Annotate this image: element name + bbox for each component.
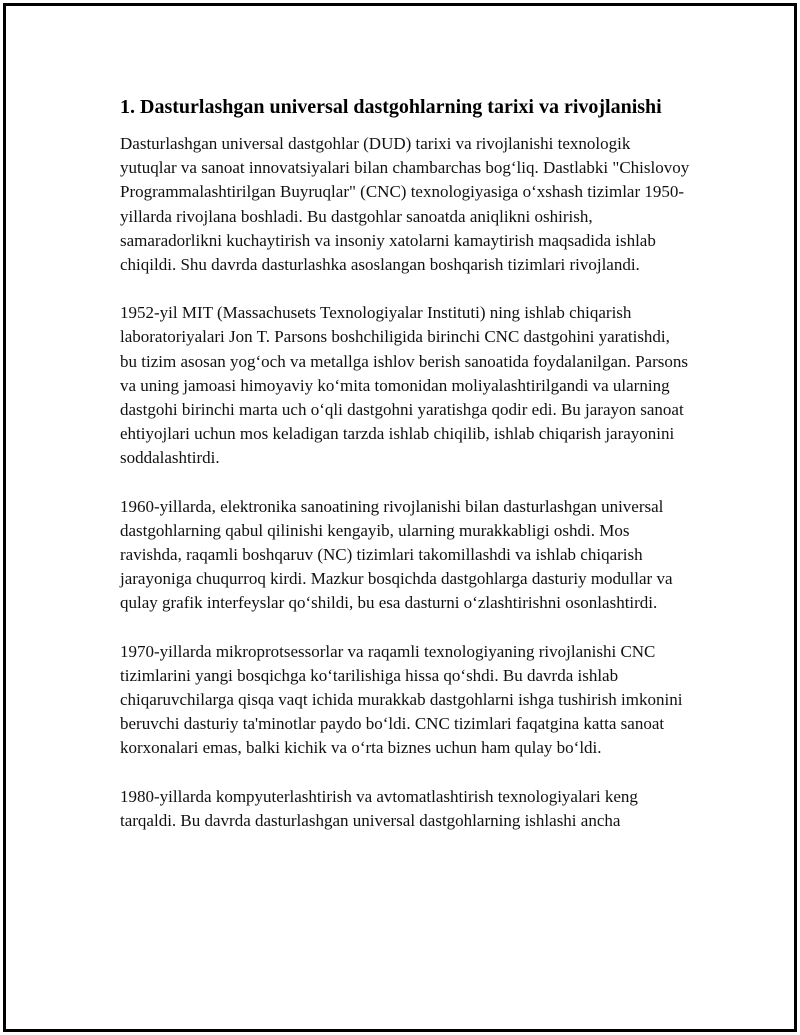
document-body bbox=[120, 94, 690, 857]
paragraph-4: 1970-yillarda mikroprotsessorlar va raqamli texnologiyaning rivojlanishi CNC tizimlarini yangi bosqichga ko‘tarilishiga hissa qo‘shdi. Bu davrda ishlab chiqaruvchilarga qisqa vaqt ichida murakkab dastgohlarni ishga tushirish imkonini beruvchi dasturiy ta'minotlar paydo bo‘ldi. CNC tizimlari faqatgina katta sanoat korxonalari emas, balki kichik va o‘rta biznes uchun ham qulay bo‘ldi. bbox=[120, 641, 683, 758]
document-page bbox=[3, 3, 797, 1032]
paragraph-1: Dasturlashgan universal dastgohlar (DUD) tarixi va rivojlanishi texnologik yutuqlar va sanoat innovatsiyalari bilan chambarchas bog‘liq. Dastlabki "Chislovoy Programmalashtirilgan Buyruqlar" (CNC) texnologiyasiga o‘xshash tizimlar 1950-yillarda rivojlana boshladi. Bu dastgohlar sanoatda aniqlikni oshirish, samaradorlikni kuchaytirish va insoniy xatolarni kamaytirish maqsadida ishlab chiqildi. Shu davrda dasturlashka asoslangan boshqarish tizimlari rivojlandi. bbox=[120, 134, 690, 275]
paragraph-3: 1960-yillarda, elektronika sanoatining rivojlanishi bilan dasturlashgan universal dastgohlarning qabul qilinishi kengayib, ularning murakkabligi oshdi. Mos ravishda, raqamli boshqaruv (NC) tizimlari takomillashdi va ishlab chiqarish jarayoniga chuqurroq kirdi. Mazkur bosqichda dastgohlarga dasturiy modullar va qulay grafik interfeyslar qo‘shildi, bu esa dasturni o‘zlashtirishni osonlashtirdi. bbox=[120, 496, 673, 613]
paragraph-5: 1980-yillarda kompyuterlashtirish va avtomatlashtirish texnologiyalari keng tarqaldi. Bu davrda dasturlashgan universal dastgohlarning ishlashi ancha bbox=[120, 786, 638, 830]
paragraph-2: 1952-yil MIT (Massachusets Texnologiyalar Instituti) ning ishlab chiqarish laboratoriyalari Jon T. Parsons boshchiligida birinchi CNC dastgohini yaratishdi, bu tizim asosan yog‘och va metallga ishlov berish sanoatida foydalanilgan. Parsons va uning jamoasi himoyaviy ko‘mita tomonidan moliyalashtirilgandi va ularning dastgohi birinchi marta uch o‘qli dastgohni yaratishga qodir edi. Bu jarayon sanoat ehtiyojlari uchun mos keladigan tarzda ishlab chiqilib, ishlab chiqarish jarayonini soddalashtirdi. bbox=[120, 303, 688, 468]
section-heading: 1. Dasturlashgan universal dastgohlarning tarixi va rivojlanishi bbox=[120, 96, 662, 118]
